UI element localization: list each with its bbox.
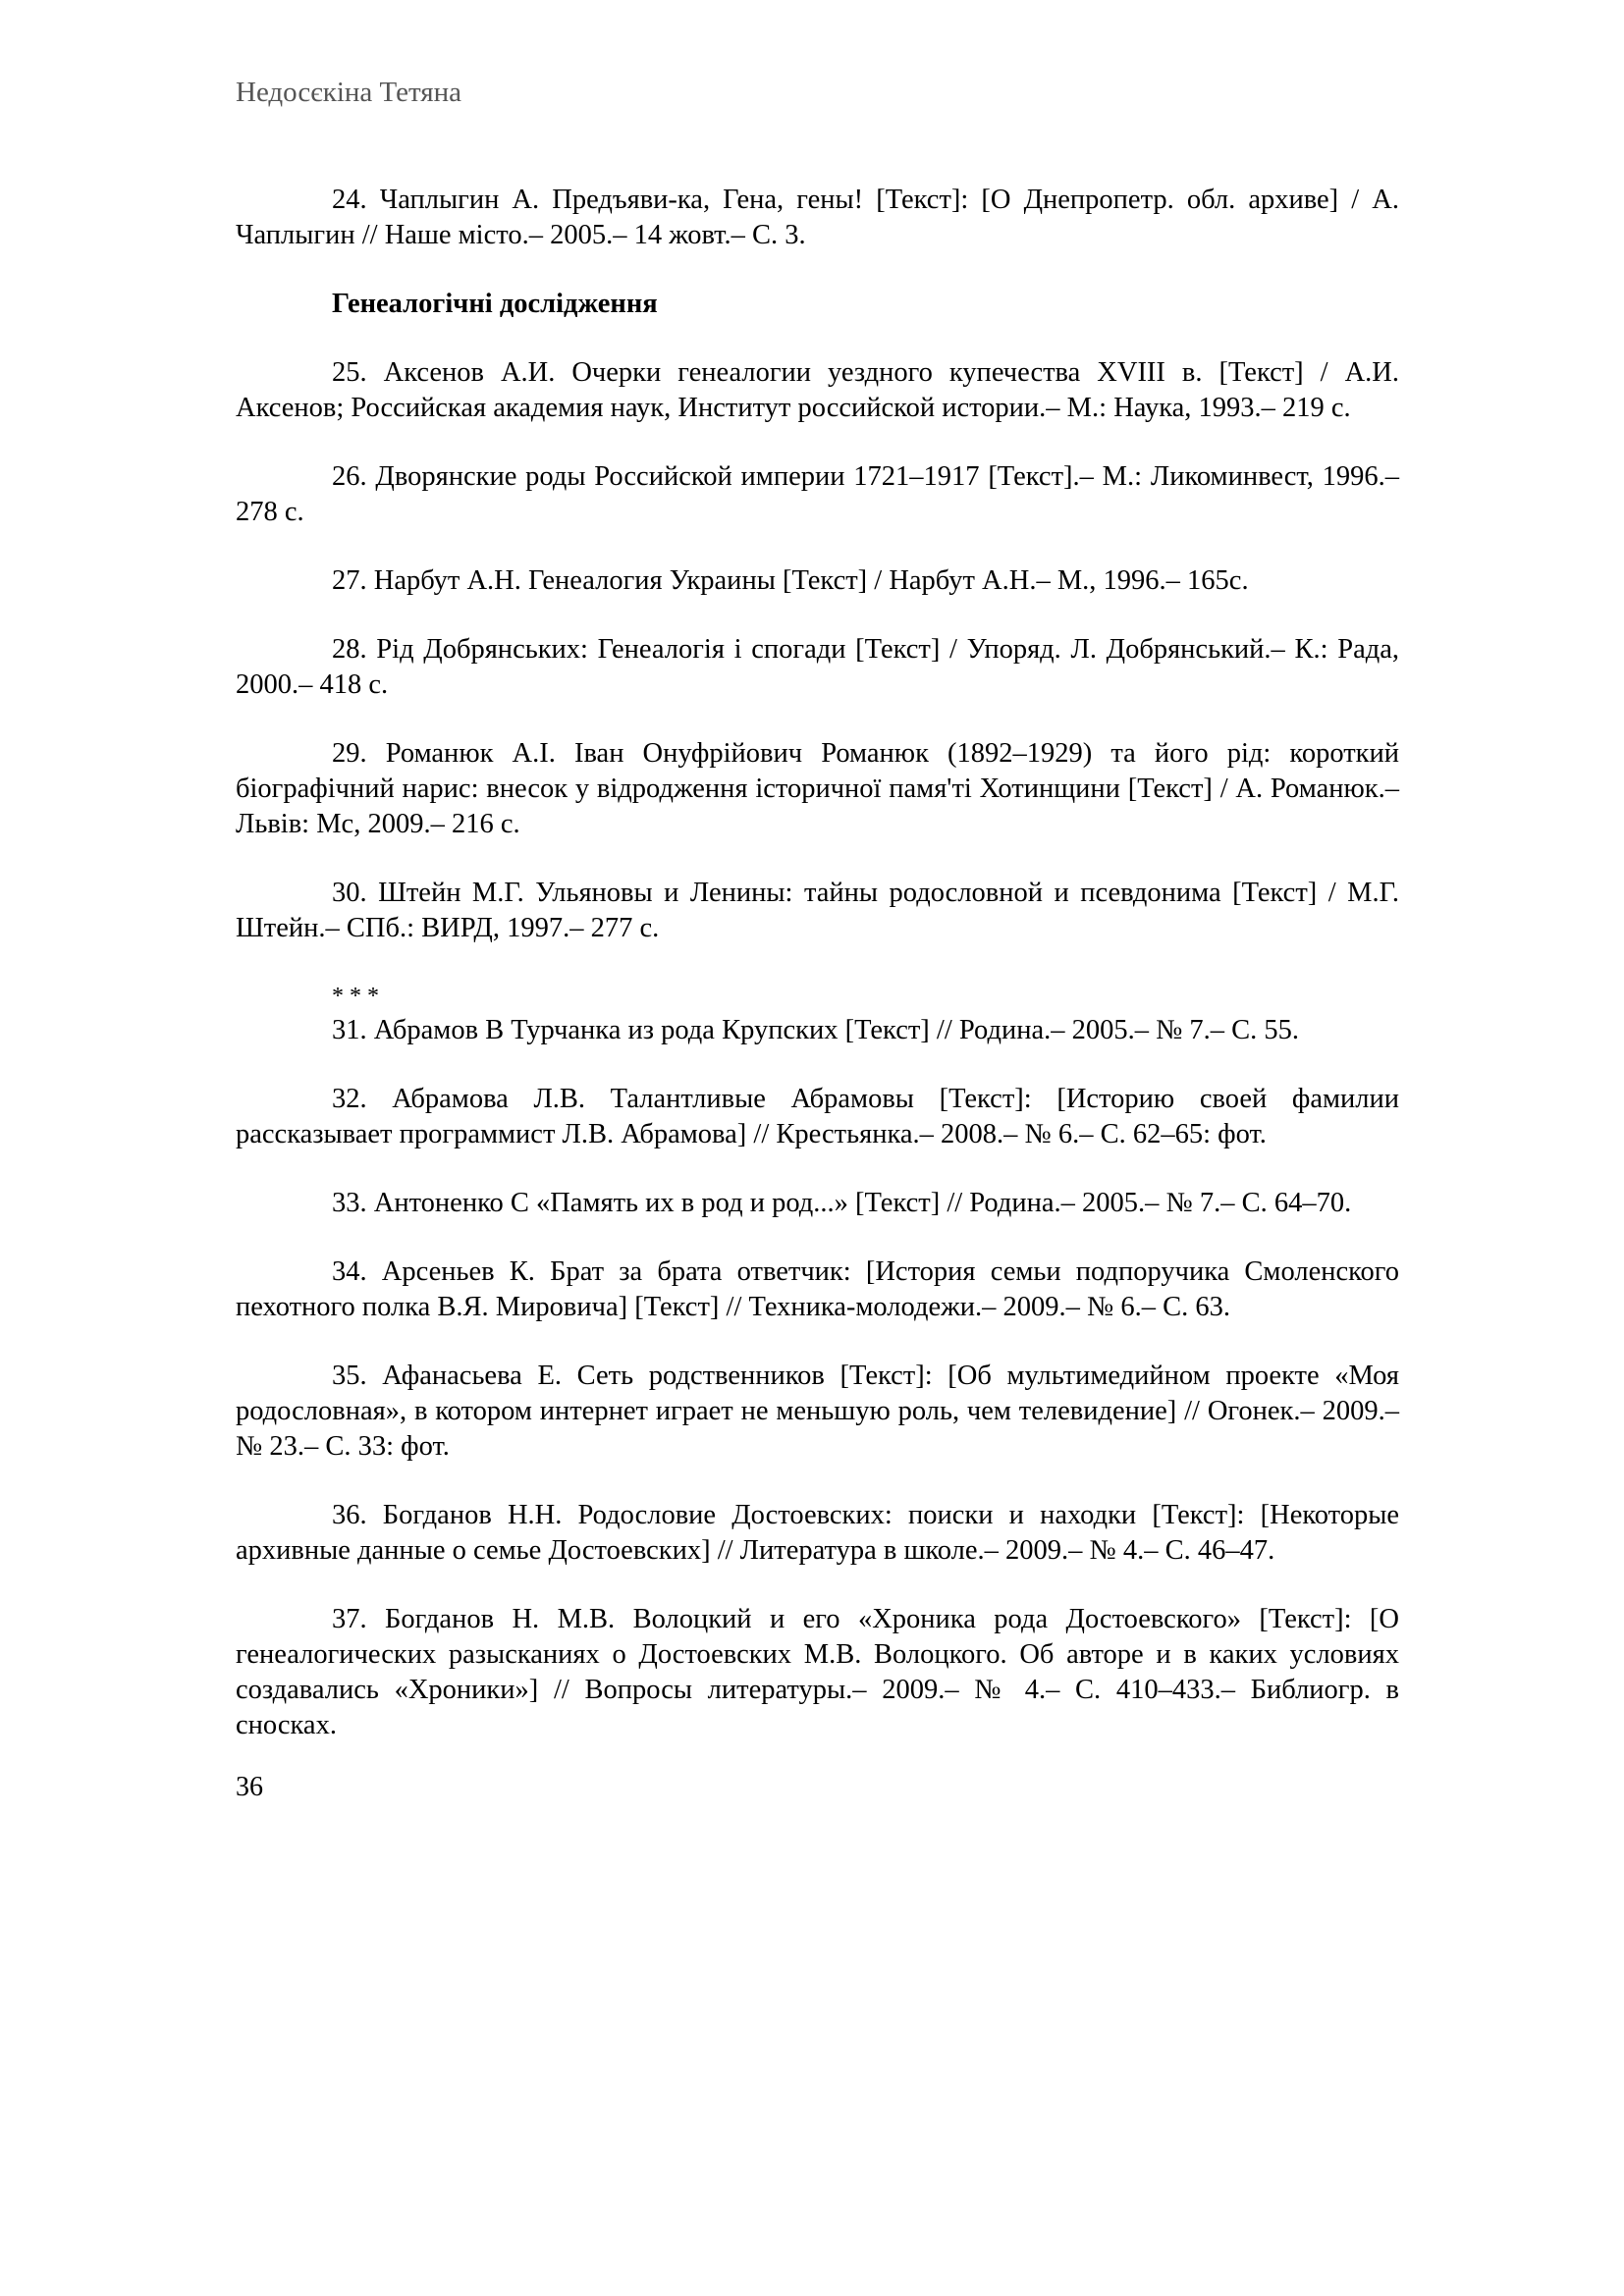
bibliography-entry-26: 26. Дворянские роды Российской империи 1721–1917 [Текст].– М.: Ликоминвест, 1996.– 278 с. (236, 461, 1399, 527)
section-separator: * * * (332, 984, 379, 1009)
bibliography-entry-31: 31. Абрамов В Турчанка из рода Крупских [Текст] // Родина.– 2005.– № 7.– С. 55. (332, 1015, 1300, 1045)
bibliography-entry-28: 28. Рід Добрянських: Генеалогія і спогади [Текст] / Упоряд. Л. Добрянський.– К.: Рада, 2000.– 418 с. (236, 634, 1399, 700)
page-number: 36 (236, 1772, 263, 1802)
bibliography-entry-36: 36. Богданов Н.Н. Родословие Достоевских: поиски и находки [Текст]: [Некоторые архивные данные о семье Достоевских] // Литература в школе.– 2009.– № 4.– С. 46–47. (236, 1500, 1399, 1566)
bibliography-content (236, 183, 1399, 1743)
bibliography-entry-37: 37. Богданов Н. М.В. Волоцкий и его «Хроника рода Достоевского» [Текст]: [О генеалогических разысканиях о Достоевских М.В. Волоцкого. Об авторе и в каких условиях создавались «Хроники»] // Вопросы литературы.– 2009.– № 4.– С. 410–433.– Библиогр. в сносках. (236, 1604, 1399, 1740)
bibliography-entry-29: 29. Романюк А.І. Іван Онуфрійович Романюк (1892–1929) та його рід: короткий біографічний нарис: внесок у відродження історичної памя'ті Хотинщини [Текст] / А. Романюк.– Львів: Мс, 2009.– 216 с. (236, 738, 1399, 839)
bibliography-entry-32: 32. Абрамова Л.В. Талантливые Абрамовы [Текст]: [Историю своей фамилии рассказывает программист Л.В. Абрамова] // Крестьянка.– 2008.– № 6.– С. 62–65: фот. (236, 1084, 1399, 1149)
bibliography-entry-35: 35. Афанасьева Е. Сеть родственников [Текст]: [Об мультимедийном проекте «Моя родословная», в котором интернет играет не меньшую роль, чем телевидение] // Огонек.– 2009.– № 23.– С. 33: фот. (236, 1361, 1399, 1462)
section-heading-genealogy: Генеалогічні дослідження (332, 289, 658, 319)
bibliography-entry-27: 27. Нарбут А.Н. Генеалогия Украины [Текст] / Нарбут А.Н.– М., 1996.– 165с. (332, 565, 1249, 596)
bibliography-entry-30: 30. Штейн М.Г. Ульяновы и Ленины: тайны родословной и псевдонима [Текст] / М.Г. Штейн.– СПб.: ВИРД, 1997.– 277 с. (236, 878, 1399, 943)
bibliography-entry-33: 33. Антоненко С «Память их в род и род...» [Текст] // Родина.– 2005.– № 7.– С. 64–70. (332, 1188, 1352, 1218)
bibliography-entry-24: 24. Чаплыгин А. Предъяви-ка, Гена, гены! [Текст]: [О Днепропетр. обл. архиве] / А. Чаплыгин // Наше місто.– 2005.– 14 жовт.– С. 3. (236, 185, 1399, 250)
bibliography-entry-25: 25. Аксенов А.И. Очерки генеалогии уездного купечества XVIII в. [Текст] / А.И. Аксенов; Российская академия наук, Институт российской истории.– М.: Наука, 1993.– 219 с. (236, 357, 1399, 423)
bibliography-entry-34: 34. Арсеньев К. Брат за брата ответчик: [История семьи подпоручика Смоленского пехотного полка В.Я. Мировича] [Текст] // Техника-молодежи.– 2009.– № 6.– С. 63. (236, 1256, 1399, 1322)
running-header-author: Недосєкіна Тетяна (236, 77, 462, 108)
